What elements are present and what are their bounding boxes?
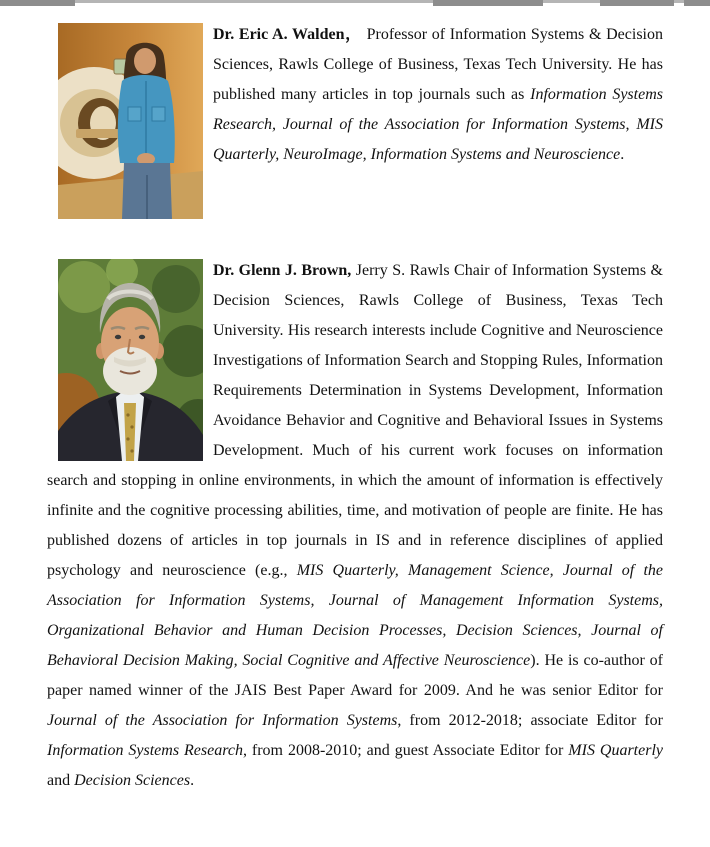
bio-text-run: , from 2012-2018; associate Editor for <box>397 712 663 729</box>
top-edge-segment <box>600 0 674 6</box>
bio-text-run: , from 2008-2010; and guest Associate Editor for <box>242 742 569 759</box>
profile-walden <box>47 20 663 219</box>
bio-text-run: Jerry S. Rawls Chair of Information Systems & Decision Sciences, Rawls College of Business, Texas Tech University. His research interests include Cognitive and Neuroscience Investigations of Information Search and Stopping Rules, Information Requirements Determination in Systems Development, Information Avoidance Behavior and Cognitive and Behavioral Issues in Systems Development. Much of his current work focuses on information search and stopping in online environments, in which the amount of information is effectively infinite and the cognitive processing abilities, time, and motivation of people are finite. He has published dozens of articles in top journals in IS and in reference disciplines of applied psychology and neuroscience (e.g., <box>47 262 663 579</box>
bio-text-run: MIS Quarterly <box>568 742 664 759</box>
document-page <box>0 6 710 796</box>
bio-text-run: Decision Sciences <box>74 772 191 789</box>
bio-text-run: Dr. Glenn J. Brown, <box>213 262 352 279</box>
bio-text-run: and <box>47 772 75 789</box>
brown-photo-illustration <box>58 259 203 461</box>
bio-text-run: . <box>620 146 625 163</box>
walden-photo-illustration <box>58 23 203 219</box>
top-edge-segment <box>433 0 543 6</box>
window-top-edge <box>0 0 710 6</box>
bio-text-run: Journal of the Association for Information Systems <box>47 712 398 729</box>
bio-text-run: Professor of Information Systems & Decision Sciences, Rawls College of Business, Texas Tech University. He has published many articles in top journals such as <box>213 26 663 103</box>
bio-text-run: ). He is co-author of paper named winner of the JAIS Best Paper Award for 2009. And he was senior Editor for <box>47 652 663 699</box>
top-edge-segment <box>684 0 710 6</box>
brown-photo <box>58 259 203 461</box>
profile-brown <box>47 256 663 796</box>
bio-text-run: MIS Quarterly, Management Science, Journal of the Association for Information Systems, Journal of Management Information Systems, Organizational Behavior and Human Decision Processes, Decision Sciences, Journal of Behavioral Decision Making, Social Cognitive and Affective Neuroscience <box>47 562 664 669</box>
top-edge-segment <box>0 0 75 6</box>
walden-photo <box>58 23 203 219</box>
bio-text-run: Information Systems Research, Journal of the Association for Information Systems, MIS Quarterly, NeuroImage, Information Systems and Neuroscience <box>213 86 663 163</box>
bio-text-run: Information Systems Research <box>47 742 243 759</box>
bio-text-run: Dr. Eric A. Walden， <box>213 26 362 43</box>
bio-text-run: . <box>190 772 195 789</box>
